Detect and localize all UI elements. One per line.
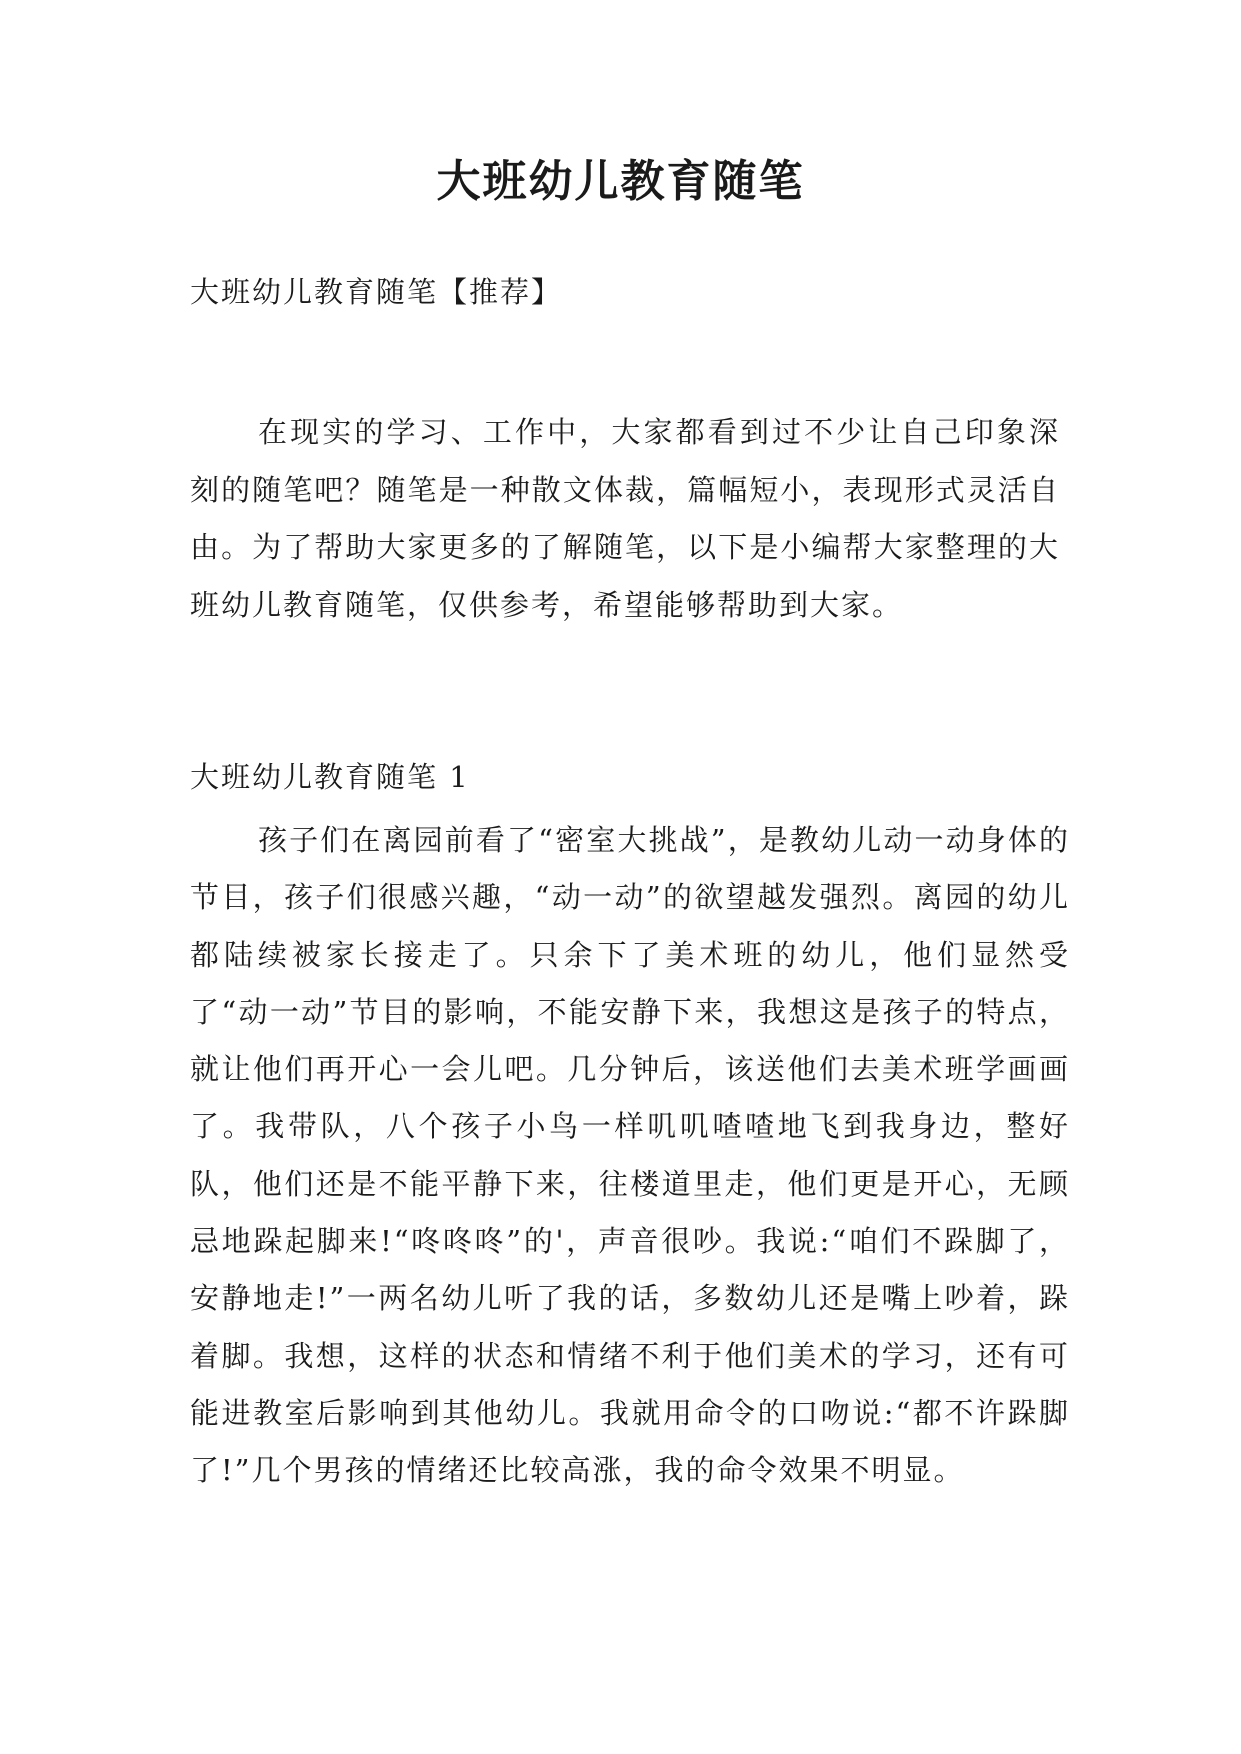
section-body-paragraph: 孩子们在离园前看了“密室大挑战”，是教幼儿动一动身体的节目，孩子们很感兴趣，“动一动”的欲望越发强烈。离园的幼儿都陆续被家长接走了。只余下了美术班的幼儿，他们显然受了“动一动”节目的影响，不能安静下来，我想这是孩子的特点，就让他们再开心一会儿吧。几分钟后，该送他们去美术班学画画了。我带队，八个孩子小鸟一样叽叽喳喳地飞到我身边，整好队，他们还是不能平静下来，往楼道里走，他们更是开心，无顾忌地跺起脚来!“咚咚咚”的'，声音很吵。我说:“咱们不跺脚了，安静地走!”一两名幼儿听了我的话，多数幼儿还是嘴上吵着，跺着脚。我想，这样的状态和情绪不利于他们美术的学习，还有可能进教室后影响到其他幼儿。我就用命令的口吻说:“都不许跺脚了!”几个男孩的情绪还比较高涨，我的命令效果不明显。 — [190, 823, 1070, 1488]
document-subtitle: 大班幼儿教育随笔【推荐】 — [190, 275, 563, 309]
intro-paragraph: 在现实的学习、工作中，大家都看到过不少让自己印象深刻的随笔吧？随笔是一种散文体裁，篇幅短小，表现形式灵活自由。为了帮助大家更多的了解随笔，以下是小编帮大家整理的大班幼儿教育随笔，仅供参考，希望能够帮助到大家。 — [190, 415, 1060, 622]
document-title: 大班幼儿教育随笔 — [436, 156, 805, 207]
section-heading: 大班幼儿教育随笔 1 — [190, 760, 470, 794]
